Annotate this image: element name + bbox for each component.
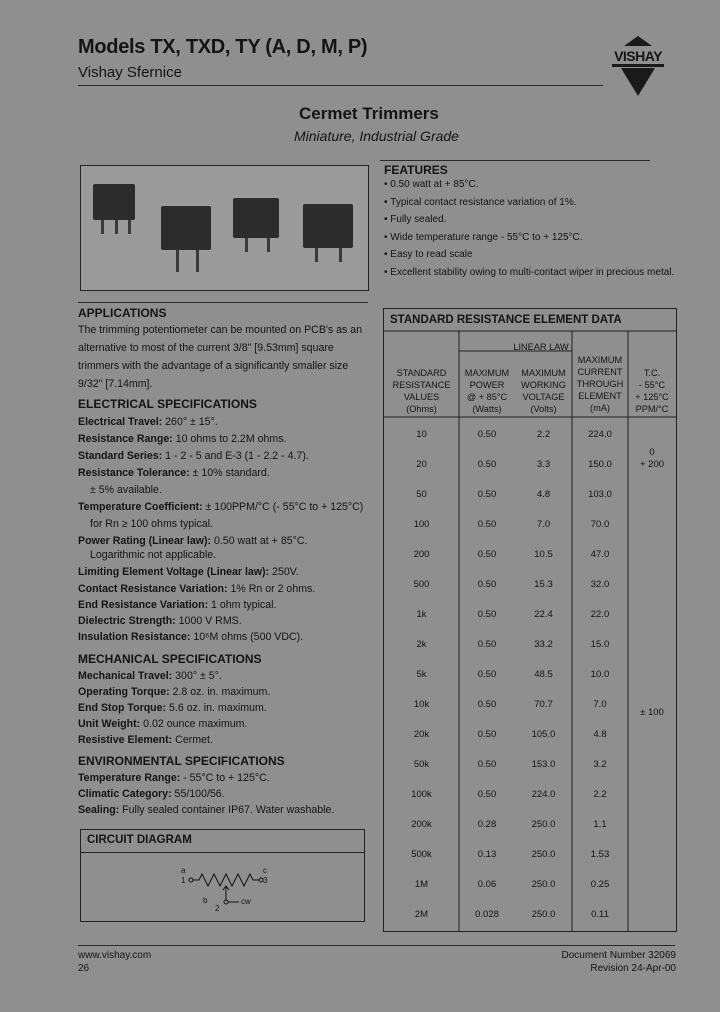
table-cell: 0.028 [475,909,499,920]
table-cell: 4.8 [593,729,607,740]
table-cell: 70.0 [590,519,610,530]
logo-triangle-icon [621,68,655,96]
table-cell: 70.7 [534,699,553,710]
table-cell: 32.0 [590,579,610,590]
spec-line: Operating Torque: 2.8 oz. in. maximum. [78,686,271,698]
table-cell: 224.0 [531,789,556,800]
terminal-3-label: 3 [263,876,268,885]
applications-text: trimmers with the advantage of a significantly smaller size [78,360,349,372]
feature-item: • Easy to read scale [384,249,473,260]
feature-item: • Wide temperature range - 55°C to + 125°C. [384,232,583,243]
table-cell: 10.0 [590,669,610,680]
spec-line: Resistive Element: Cermet. [78,734,213,746]
environmental-heading: ENVIRONMENTAL SPECIFICATIONS [78,754,285,768]
col-header-voltage: MAXIMUM WORKING VOLTAGE (Volts) [521,368,566,414]
table-title: STANDARD RESISTANCE ELEMENT DATA [390,314,622,326]
page-subtitle: Vishay Sfernice [78,64,182,81]
table-cell: 100k [411,789,432,800]
spec-line: Temperature Range: - 55°C to + 125°C. [78,772,270,784]
spec-line: ± 5% available. [90,484,162,496]
table-cell: 5k [416,669,427,680]
feature-item: • 0.50 watt at + 85°C. [384,179,479,190]
spec-line: Sealing: Fully sealed container IP67. Water washable. [78,804,335,816]
applications-text: The trimming potentiometer can be mounted on PCB's as an [78,324,363,336]
applications-text: 9/32" [7.14mm]. [78,378,153,390]
table-cell: 7.0 [593,699,607,710]
header-rule [78,85,603,86]
document-number: Document Number 32069 [561,950,676,961]
spec-line: Power Rating (Linear law): 0.50 watt at + 85°C. [78,535,308,547]
table-cell: 3.3 [536,459,551,470]
resistance-table [383,308,677,932]
spec-line: Dielectric Strength: 1000 V RMS. [78,615,242,627]
table-cell: 1.53 [590,849,610,860]
col-header-resistance: STANDARD RESISTANCE VALUES (Ohms) [392,368,451,414]
tc-low-value: 0 + 200 [639,447,665,470]
circuit-diagram [80,829,365,922]
table-cell: 2k [416,639,427,650]
circuit-heading: CIRCUIT DIAGRAM [87,834,192,846]
table-cell: 0.50 [477,429,497,440]
table-cell: 2.2 [536,429,551,440]
logo-text: VISHAY [614,48,662,64]
table-cell: 50k [413,759,430,770]
table-cell: 0.50 [477,459,497,470]
spec-line: Electrical Travel: 260° ± 15°. [78,416,218,428]
table-cell: 0.50 [477,519,497,530]
spec-line: Climatic Category: 55/100/56. [78,788,225,800]
product-photo [80,165,369,291]
revision-date: Revision 24-Apr-00 [590,963,676,974]
footer-url[interactable]: www.vishay.com [78,950,152,961]
trimmer-image-2 [161,206,211,250]
table-cell: 105.0 [531,729,556,740]
table-cell: 0.11 [591,909,609,920]
col-header-current: MAXIMUM CURRENT THROUGH ELEMENT (mA) [576,355,624,413]
table-cell: 250.0 [531,879,556,890]
electrical-heading: ELECTRICAL SPECIFICATIONS [78,397,257,411]
table-cell: 0.50 [477,489,497,500]
tc-high-value: ± 100 [640,707,664,718]
table-cell: 100 [413,519,430,530]
table-cell: 0.50 [477,579,497,590]
terminal-cw-label: cw [241,897,251,906]
terminal-b-label: b [203,896,208,905]
mechanical-heading: MECHANICAL SPECIFICATIONS [78,652,262,666]
table-cell: 0.25 [590,879,610,890]
applications-heading: APPLICATIONS [78,306,167,320]
trimmer-image-1 [93,184,135,220]
spec-line: Resistance Range: 10 ohms to 2.2M ohms. [78,433,287,445]
table-cell: 20 [416,459,427,470]
product-subtitle: Miniature, Industrial Grade [294,128,459,144]
table-cell: 47.0 [590,549,610,560]
table-cell: 103.0 [588,489,612,500]
table-cell: 4.8 [536,489,551,500]
applications-text: alternative to most of the current 3/8" [9.53mm] square [78,342,334,354]
feature-item: • Excellent stability owing to multi-contact wiper in precious metal. [384,267,675,278]
spec-line: for Rn ≥ 100 ohms typical. [90,518,213,530]
terminal-a-label: a [181,866,186,875]
spec-line: Mechanical Travel: 300° ± 5°. [78,670,222,682]
table-cell: 0.50 [477,549,497,560]
table-cell: 200 [413,549,430,560]
spec-line: Limiting Element Voltage (Linear law): 250V. [78,566,299,578]
table-cell: 500k [411,849,432,860]
table-cell: 250.0 [531,909,556,920]
table-cell: 1k [416,609,427,620]
features-heading: FEATURES [384,163,448,177]
table-cell: 0.28 [477,819,497,830]
table-cell: 0.06 [477,879,497,890]
table-cell: 153.0 [531,759,556,770]
spec-line: Standard Series: 1 - 2 - 5 and E-3 (1 - 2.2 - 4.7). [78,450,309,462]
table-cell: 20k [413,729,430,740]
table-cell: 250.0 [531,849,556,860]
table-cell: 250.0 [531,819,556,830]
table-cell: 22.4 [534,609,553,620]
spec-line: End Resistance Variation: 1 ohm typical. [78,599,277,611]
linear-law-header: LINEAR LAW [513,342,569,352]
table-cell: 10k [413,699,430,710]
spec-line: Temperature Coefficient: ± 100PPM/°C (- 55°C to + 125°C) [78,501,364,513]
spec-line: Resistance Tolerance: ± 10% standard. [78,467,270,479]
table-cell: 10 [416,429,427,440]
table-cell: 10.5 [534,549,553,560]
page-title: Models TX, TXD, TY (A, D, M, P) [78,36,368,58]
table-cell: 1M [414,879,429,890]
table-cell: 0.50 [477,759,497,770]
trimmer-image-4 [303,204,353,248]
table-cell: 0.50 [477,699,497,710]
feature-item: • Fully sealed. [384,214,447,225]
table-cell: 0.50 [477,669,497,680]
table-cell: 15.0 [590,639,610,650]
resistor-schematic-icon [81,830,364,921]
table-cell: 150.0 [588,459,612,470]
table-cell: 1.1 [593,819,607,830]
table-cell: 224.0 [588,429,612,440]
feature-item: • Typical contact resistance variation of 1%. [384,197,577,208]
product-title: Cermet Trimmers [299,104,439,123]
table-cell: 3.2 [593,759,607,770]
table-cell: 48.5 [534,669,553,680]
table-cell: 15.3 [534,579,553,590]
trimmer-image-3 [233,198,279,238]
table-cell: 2M [414,909,429,920]
table-cell: 0.50 [477,729,497,740]
table-cell: 2.2 [593,789,607,800]
table-cell: 50 [416,489,427,500]
col-header-power: MAXIMUM POWER @ + 85°C (Watts) [464,368,510,414]
table-cell: 0.50 [477,789,497,800]
table-cell: 22.0 [590,609,610,620]
col-header-tc: T.C. - 55°C + 125°C PPM/°C [635,368,669,414]
logo-mark-icon [624,36,652,46]
table-cell: 200k [411,819,432,830]
spec-line: Unit Weight: 0.02 ounce maximum. [78,718,248,730]
spec-line: Contact Resistance Variation: 1% Rn or 2 ohms. [78,583,316,595]
spec-line: Logarithmic not applicable. [90,549,217,561]
spec-line: End Stop Torque: 5.6 oz. in. maximum. [78,702,267,714]
table-cell: 0.50 [477,609,497,620]
table-cell: 500 [413,579,430,590]
page-number: 26 [78,963,90,974]
terminal-c-label: c [263,866,267,875]
table-cell: 0.50 [477,639,497,650]
table-cell: 7.0 [536,519,551,530]
terminal-1-label: 1 [181,876,186,885]
terminal-2-label: 2 [215,904,220,913]
table-cell: 0.13 [477,849,497,860]
spec-line: Insulation Resistance: 10⁶M ohms (500 VDC). [78,631,304,643]
table-cell: 33.2 [534,639,553,650]
